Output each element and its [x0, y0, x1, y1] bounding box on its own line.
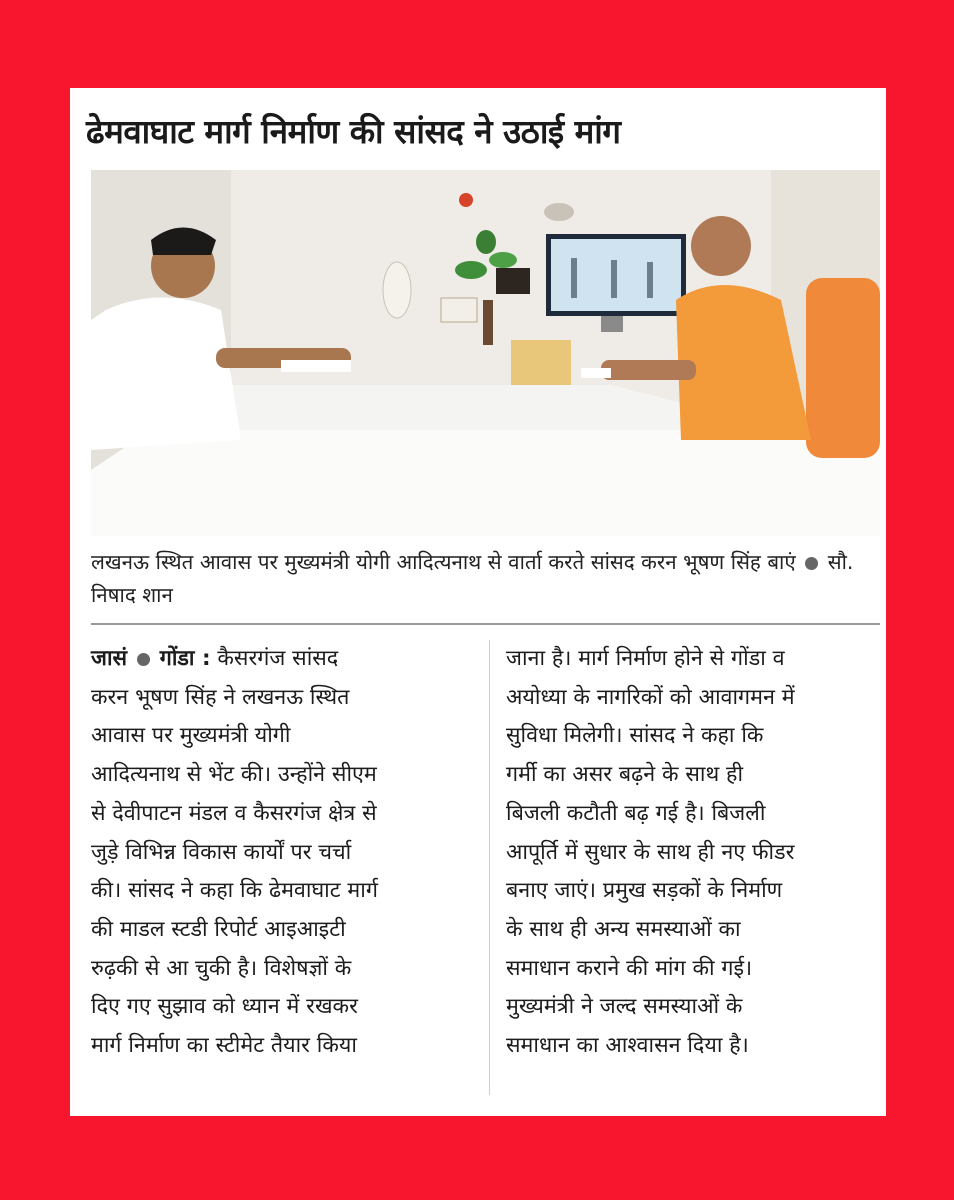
column-divider	[489, 640, 490, 1095]
body-line: की माडल स्टडी रिपोर्ट आइआइटी	[91, 916, 346, 942]
body-line: मार्ग निर्माण का स्टीमेट तैयार किया	[91, 1033, 357, 1059]
caption-text: लखनऊ स्थित आवास पर मुख्यमंत्री योगी आदित्यनाथ से वार्ता करते सांसद करन भूषण सिंह बाएं	[91, 550, 796, 574]
body-line: मुख्यमंत्री ने जल्द समस्याओं के	[506, 994, 743, 1020]
body-line: दिए गए सुझाव को ध्यान में रखकर	[91, 994, 358, 1020]
dateline-place: गोंडा :	[159, 646, 211, 671]
headline: ढेमवाघाट मार्ग निर्माण की सांसद ने उठाई मांग	[86, 112, 621, 151]
body-line: गर्मी का असर बढ़ने के साथ ही	[506, 762, 744, 788]
body-line: समाधान कराने की मांग की गई।	[506, 955, 753, 981]
news-photo	[91, 170, 880, 536]
dateline-line	[91, 640, 471, 679]
bullet-icon	[805, 557, 818, 570]
body-line: आवास पर मुख्यमंत्री योगी	[91, 723, 291, 749]
article-column-right	[506, 640, 876, 1066]
caption-credit: सौ. निषाद शान	[91, 550, 854, 607]
article-column-left	[91, 640, 471, 1066]
body-line: समाधान का आश्वासन दिया है।	[506, 1033, 749, 1059]
body-line: से देवीपाटन मंडल व कैसरगंज क्षेत्र से	[91, 800, 377, 826]
body-line: की। सांसद ने कहा कि ढेमवाघाट मार्ग	[91, 878, 378, 904]
divider	[91, 623, 880, 625]
photo-image	[91, 170, 880, 536]
body-line: जाना है। मार्ग निर्माण होने से गोंडा व	[506, 646, 785, 671]
body-line: जुड़े विभिन्न विकास कार्यों पर चर्चा	[91, 839, 352, 865]
body-line: के साथ ही अन्य समस्याओं का	[506, 916, 741, 942]
bullet-icon	[137, 653, 150, 666]
photo-caption	[91, 546, 871, 612]
newspaper-clipping	[70, 88, 886, 1116]
body-line: बिजली कटौती बढ़ गई है। बिजली	[506, 800, 766, 826]
body-line: सुविधा मिलेगी। सांसद ने कहा कि	[506, 723, 764, 749]
body-line: करन भूषण सिंह ने लखनऊ स्थित	[91, 684, 350, 710]
body-line: अयोध्या के नागरिकों को आवागमन में	[506, 684, 795, 710]
body-line: आपूर्ति में सुधार के साथ ही नए फीडर	[506, 839, 795, 865]
dateline-agency: जासं	[91, 646, 128, 671]
body-line: कैसरगंज सांसद	[217, 646, 339, 671]
body-line: रुढ़की से आ चुकी है। विशेषज्ञों के	[91, 955, 352, 981]
body-line: बनाए जाएं। प्रमुख सड़कों के निर्माण	[506, 878, 783, 904]
body-line: आदित्यनाथ से भेंट की। उन्होंने सीएम	[91, 762, 377, 788]
